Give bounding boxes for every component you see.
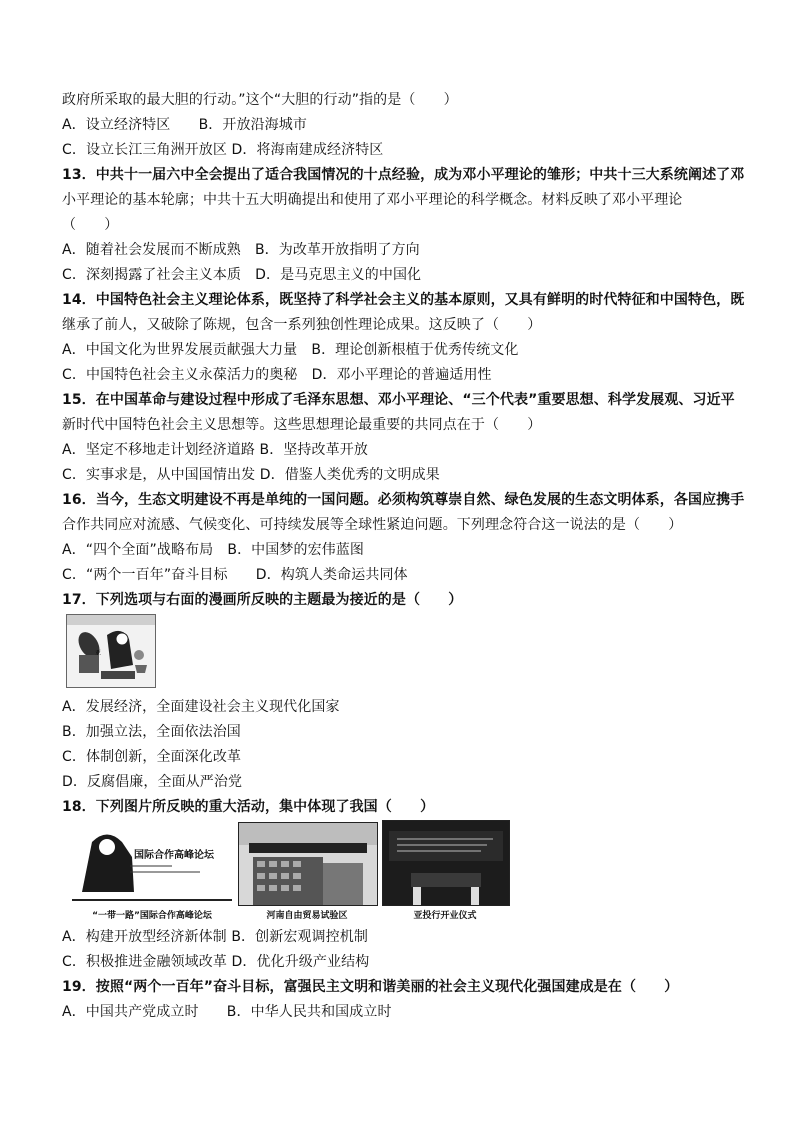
text-line: 继承了前人，又破除了陈规，包含一系列独创性理论成果。这反映了（ ） (62, 317, 542, 333)
option-line: A．中国共产党成立时 B．中华人民共和国成立时 (62, 1004, 392, 1020)
option-line: A．随着社会发展而不断成熟 B．为改革开放指明了方向 (62, 242, 420, 258)
option-line: A．坚定不移地走计划经济道路 B．坚持改革开放 (62, 442, 368, 458)
question-19: 19．按照“两个一百年”奋斗目标，富强民主文明和谐美丽的社会主义现代化强国建成是在（ ） (62, 979, 679, 995)
cartoon-image (66, 614, 156, 688)
question-15: 15．在中国革命与建设过程中形成了毛泽东思想、邓小平理论、“三个代表”重要思想、科学发展观、习近平 (62, 392, 735, 408)
option-line: C．“两个一百年”奋斗目标 D．构筑人类命运共同体 (62, 567, 408, 583)
photo-henan-ftz (238, 822, 378, 906)
question-17: 17．下列选项与右面的漫画所反映的主题最为接近的是（ ） (62, 592, 463, 608)
building-photo (239, 823, 377, 905)
text-line: 小平理论的基本轮廓；中共十五大明确提出和使用了邓小平理论的科学概念。材料反映了邓小平理论 (62, 192, 683, 208)
photo-aiib-ceremony (382, 820, 510, 906)
question-16: 16．当今，生态文明建设不再是单纯的一国问题。必须构筑尊崇自然、绿色发展的生态文明体系，各国应携手 (62, 492, 745, 508)
option-line: C．积极推进金融领域改革 D．优化升级产业结构 (62, 954, 370, 970)
option-line: B．加强立法，全面依法治国 (62, 724, 241, 740)
option-line: C．实事求是，从中国国情出发 D．借鉴人类优秀的文明成果 (62, 467, 440, 483)
text-line: 新时代中国特色社会主义思想等。这些思想理论最重要的共同点在于（ ） (62, 417, 542, 433)
option-line: A．构建开放型经济新体制 B．创新宏观调控机制 (62, 929, 368, 945)
photo3-caption: 亚投行开业仪式 (413, 911, 477, 921)
option-line: C．设立长江三角洲开放区 D．将海南建成经济特区 (62, 142, 384, 158)
cartoon-drawing (67, 615, 155, 687)
text-line: （ ） (62, 217, 119, 233)
svg-text:亚: 亚 (95, 650, 102, 657)
option-line: C．中国特色社会主义永葆活力的奥秘 D．邓小平理论的普遍适用性 (62, 367, 492, 383)
forum-poster (72, 822, 232, 904)
question-14: 14．中国特色社会主义理论体系，既坚持了科学社会主义的基本原则，又具有鲜明的时代特征和中国特色，既 (62, 292, 745, 308)
ceremony-photo (383, 821, 509, 905)
option-line: C．深刻揭露了社会主义本质 D．是马克思主义的中国化 (62, 267, 422, 283)
photo-belt-road-forum (72, 822, 232, 904)
question-13: 13．中共十一届六中全会提出了适合我国情况的十点经验，成为邓小平理论的雏形；中共十三大系统阐述了邓 (62, 167, 745, 183)
question-18: 18．下列图片所反映的重大活动，集中体现了我国（ ） (62, 799, 435, 815)
option-line: C．体制创新，全面深化改革 (62, 749, 242, 765)
option-line: A．“四个全面”战略布局 B．中国梦的宏伟蓝图 (62, 542, 364, 558)
text-line: 政府所采取的最大胆的行动。”这个“大胆的行动”指的是（ ） (62, 92, 458, 108)
option-line: A．设立经济特区 B．开放沿海城市 (62, 117, 307, 133)
text-line: 合作共同应对流感、气候变化、可持续发展等全球性紧迫问题。下列理念符合这一说法的是（ ） (62, 517, 683, 533)
forum-poster-title: 国际合作高峰论坛 (134, 850, 214, 861)
photo2-caption: 河南自由贸易试验区 (266, 911, 348, 921)
option-line: A．中国文化为世界发展贡献强大力量 B．理论创新根植于优秀传统文化 (62, 342, 519, 358)
photo1-caption: “一带一路”国际合作高峰论坛 (92, 911, 212, 921)
option-line: A．发展经济，全面建设社会主义现代化国家 (62, 699, 340, 715)
option-line: D．反腐倡廉，全面从严治党 (62, 774, 243, 790)
